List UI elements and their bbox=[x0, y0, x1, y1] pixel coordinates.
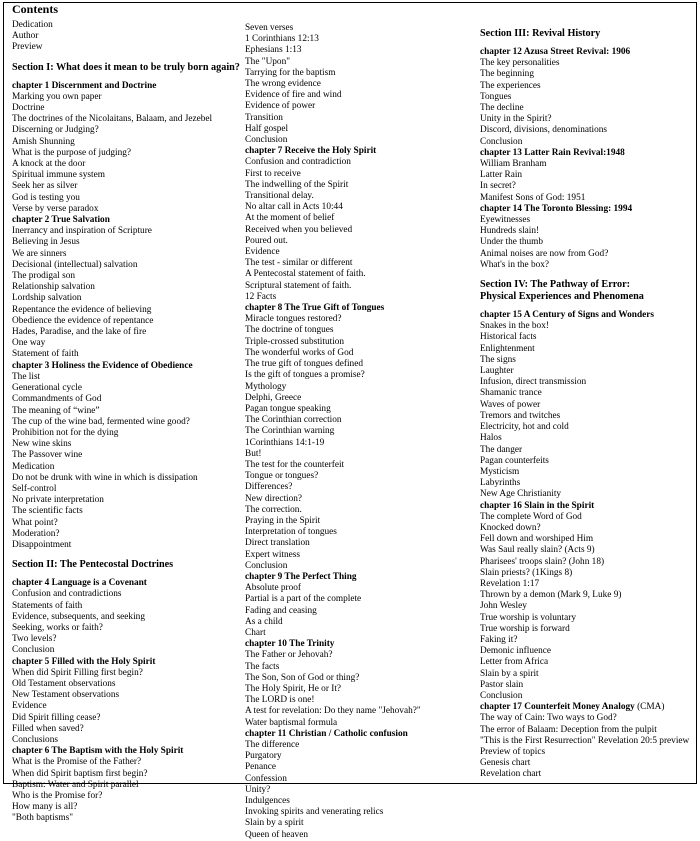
toc-entry: Historical facts bbox=[480, 332, 537, 343]
toc-entry: Snakes in the box! bbox=[480, 321, 549, 332]
toc-entry: Fading and ceasing bbox=[245, 605, 317, 616]
chapter-title: chapter 5 Filled with the Holy Spirit bbox=[12, 656, 156, 667]
toc-entry: Halos bbox=[480, 433, 502, 444]
toc-entry: Revelation chart bbox=[480, 769, 542, 780]
toc-entry: Tongue or tongues? bbox=[245, 471, 319, 482]
toc-entry: Animal noises are now from God? bbox=[480, 248, 609, 259]
toc-entry: Genesis chart bbox=[480, 758, 531, 769]
chapter-heading bbox=[480, 148, 690, 159]
toc-entry: Confusion and contradiction bbox=[245, 157, 351, 168]
toc-entry: Was Saul really slain? (Acts 9) bbox=[480, 545, 595, 556]
toc-entry: Prohibition not for the dying bbox=[12, 427, 119, 438]
toc-entry: Fell down and worshiped Him bbox=[480, 534, 594, 545]
toc-entry: Hundreds slain! bbox=[480, 226, 540, 237]
toc-entry: Conclusion bbox=[480, 690, 523, 701]
toc-column-3 bbox=[480, 20, 690, 781]
toc-entry: Laughter bbox=[480, 366, 514, 377]
toc-entry: Evidence of fire and wind bbox=[245, 90, 342, 101]
section-heading-line: Section IV: The Pathway of Error: bbox=[480, 279, 631, 291]
chapter-title: chapter 16 Slain in the Spirit bbox=[480, 500, 595, 511]
toc-entry: The Passover wine bbox=[12, 450, 83, 461]
toc-entry: The "Upon" bbox=[245, 56, 291, 67]
toc-entry: 1 Corinthians 12:13 bbox=[245, 34, 319, 45]
toc-entry: The key personalities bbox=[480, 58, 560, 69]
toc-entry: John Wesley bbox=[480, 601, 527, 612]
toc-entry: Poured out. bbox=[245, 235, 288, 246]
toc-entry: Mysticism bbox=[480, 466, 520, 477]
toc-entry: Did Spirit filling cease? bbox=[12, 712, 101, 723]
chapter-title: chapter 2 True Salvation bbox=[12, 215, 110, 226]
chapter-heading bbox=[245, 303, 475, 314]
toc-entry: Doctrine bbox=[12, 103, 45, 114]
toc-entry: Is the gift of tongues a promise? bbox=[245, 370, 365, 381]
toc-entry: Shamanic trance bbox=[480, 388, 542, 399]
toc-entry: Expert witness bbox=[245, 549, 300, 560]
toc-entry: The facts bbox=[245, 661, 280, 672]
toc-entry: Marking you own paper bbox=[12, 91, 102, 102]
toc-entry: Indulgences bbox=[245, 796, 290, 807]
toc-entry: We are sinners bbox=[12, 248, 67, 259]
toc-entry: Praying in the Spirit bbox=[245, 515, 321, 526]
toc-entry: Under the thumb bbox=[480, 237, 543, 248]
toc-entry: Pastor slain bbox=[480, 679, 524, 690]
toc-entry: The true gift of tongues defined bbox=[245, 359, 363, 370]
chapter-title: chapter 15 A Century of Signs and Wonders bbox=[480, 310, 655, 321]
toc-entry: Revelation 1:17 bbox=[480, 578, 540, 589]
toc-entry: "Both baptisms" bbox=[12, 813, 74, 824]
section-heading-line: Physical Experiences and Phenomena bbox=[480, 291, 644, 303]
toc-entry: Tarrying for the baptism bbox=[245, 67, 336, 78]
toc-entry: The Father or Jehovah? bbox=[245, 650, 333, 661]
toc-entry: Relationship salvation bbox=[12, 282, 95, 293]
toc-entry: Pharisees' troops slain? (John 18) bbox=[480, 556, 605, 567]
toc-entry: Medication bbox=[12, 461, 55, 472]
toc-entry: Lordship salvation bbox=[12, 293, 82, 304]
section-heading-line: Section II: The Pentecostal Doctrines bbox=[12, 559, 174, 571]
toc-entry: Conclusion bbox=[245, 135, 288, 146]
toc-entry: Statements of faith bbox=[12, 600, 83, 611]
toc-entry: No altar call in Acts 10:44 bbox=[245, 202, 343, 213]
toc-entry: A test for revelation: Do they name "Jehovah?" bbox=[245, 706, 421, 717]
toc-entry: New Testament observations bbox=[12, 690, 120, 701]
section-heading bbox=[12, 559, 240, 571]
chapter-heading bbox=[480, 47, 690, 58]
toc-entry: Conclusion bbox=[12, 645, 55, 656]
toc-entry: Transitional delay. bbox=[245, 191, 314, 202]
chapter-title: chapter 17 Counterfeit Money Analogy bbox=[480, 702, 635, 713]
chapter-heading bbox=[245, 572, 475, 583]
toc-entry: Manifest Sons of God: 1951 bbox=[480, 192, 586, 203]
toc-entry: Old Testament observations bbox=[12, 678, 116, 689]
toc-entry: Seek her as silver bbox=[12, 181, 78, 192]
toc-entry: True worship is forward bbox=[480, 623, 570, 634]
toc-entry: Slain by a spirit bbox=[245, 818, 304, 829]
toc-entry: Do not be drunk with wine in which is dissipation bbox=[12, 472, 198, 483]
toc-entry: William Branham bbox=[480, 159, 547, 170]
toc-entry: A Pentecostal statement of faith. bbox=[245, 269, 366, 280]
chapter-heading bbox=[12, 746, 240, 757]
toc-entry: The doctrines of the Nicolaitans, Balaam, and Jezebel bbox=[12, 114, 213, 125]
toc-entry: New wine skins bbox=[12, 439, 72, 450]
chapter-heading bbox=[245, 639, 475, 650]
chapter-title: chapter 12 Azusa Street Revival: 1906 bbox=[480, 47, 631, 57]
toc-entry: Who is the Promise for? bbox=[12, 791, 103, 801]
toc-entry: 12 Facts bbox=[245, 291, 277, 302]
chapter-title: chapter 9 The Perfect Thing bbox=[245, 571, 357, 582]
toc-entry: What is the Promise of the Father? bbox=[12, 757, 142, 768]
chapter-heading bbox=[12, 361, 240, 372]
chapter-title-suffix: (CMA) bbox=[634, 702, 665, 713]
toc-entry: Direct translation bbox=[245, 538, 310, 549]
toc-entry: As a child bbox=[245, 616, 283, 627]
toc-entry: Dedication bbox=[12, 20, 53, 30]
toc-entry: Delphi, Greece bbox=[245, 392, 302, 403]
toc-entry: Preview bbox=[12, 42, 43, 53]
toc-entry: Unity in the Spirit? bbox=[480, 114, 552, 125]
toc-entry: Latter Rain bbox=[480, 170, 523, 181]
toc-entry: Conclusion bbox=[245, 560, 288, 571]
toc-entry: Statement of faith bbox=[12, 349, 79, 360]
toc-entry: Ephesians 1:13 bbox=[245, 45, 302, 56]
toc-entry: Moderation? bbox=[12, 528, 60, 539]
toc-entry: When did Spirit baptism first begin? bbox=[12, 768, 148, 779]
toc-entry: Differences? bbox=[245, 482, 293, 493]
toc-entry: Spiritual immune system bbox=[12, 170, 105, 181]
toc-entry: What is the purpose of judging? bbox=[12, 147, 132, 158]
chapter-title: chapter 7 Receive the Holy Spirit bbox=[245, 146, 377, 157]
chapter-title: chapter 14 The Toronto Blessing: 1994 bbox=[480, 203, 633, 214]
toc-entry: Generational cycle bbox=[12, 383, 82, 394]
toc-entry: What point? bbox=[12, 517, 58, 528]
toc-entry: The correction. bbox=[245, 504, 302, 515]
toc-entry: Discord, divisions, denominations bbox=[480, 125, 608, 136]
toc-entry: Conclusions bbox=[12, 734, 58, 745]
section-heading bbox=[12, 62, 240, 74]
section-heading bbox=[480, 279, 690, 303]
toc-entry: Commandments of God bbox=[12, 394, 102, 405]
page-title: Contents bbox=[12, 2, 59, 16]
toc-entry: Eyewitnesses bbox=[480, 215, 531, 226]
toc-entry: The complete Word of God bbox=[480, 511, 582, 522]
toc-entry: The danger bbox=[480, 444, 523, 455]
toc-entry: The signs bbox=[480, 354, 516, 365]
toc-entry: At the moment of belief bbox=[245, 213, 335, 224]
chapter-heading bbox=[245, 729, 475, 740]
toc-entry: Seven verses bbox=[245, 23, 294, 33]
toc-entry: The error of Balaam: Deception from the pulpit bbox=[480, 724, 657, 735]
toc-entry: Evidence of power bbox=[245, 101, 316, 112]
toc-entry: Enlightenment bbox=[480, 343, 535, 354]
toc-entry: The beginning bbox=[480, 69, 534, 80]
section-heading-line: Section I: What does it mean to be truly born again? bbox=[12, 61, 240, 73]
chapter-title: chapter 1 Discernment and Doctrine bbox=[12, 80, 157, 91]
toc-entry: Demonic influence bbox=[480, 646, 551, 657]
toc-entry: The doctrine of tongues bbox=[245, 325, 334, 336]
toc-entry: When did Spirit Filling first begin? bbox=[12, 667, 143, 678]
toc-entry: Thrown by a demon (Mark 9, Luke 9) bbox=[480, 590, 622, 601]
toc-entry: One way bbox=[12, 338, 46, 349]
chapter-title: chapter 13 Latter Rain Revival:1948 bbox=[480, 147, 625, 158]
chapter-heading bbox=[480, 501, 690, 512]
toc-entry: Chart bbox=[245, 627, 266, 638]
toc-entry: The experiences bbox=[480, 80, 541, 91]
toc-entry: Discerning or Judging? bbox=[12, 125, 99, 136]
chapter-title: chapter 4 Language is a Covenant bbox=[12, 578, 147, 589]
toc-entry: Self-control bbox=[12, 483, 57, 494]
toc-entry: Believing in Jesus bbox=[12, 237, 80, 248]
chapter-heading bbox=[12, 657, 240, 668]
toc-entry: Confession bbox=[245, 773, 287, 784]
chapter-title: chapter 6 The Baptism with the Holy Spirit bbox=[12, 746, 184, 757]
chapter-heading bbox=[480, 204, 690, 215]
toc-entry: Received when you believed bbox=[245, 224, 353, 235]
toc-entry: What's in the box? bbox=[480, 259, 550, 270]
toc-entry: Queen of heaven bbox=[245, 829, 308, 840]
toc-entry: The LORD is one! bbox=[245, 695, 315, 706]
chapter-heading bbox=[12, 578, 240, 589]
toc-entry: Inerrancy and inspiration of Scripture bbox=[12, 226, 152, 237]
toc-entry: 1Corinthians 14:1-19 bbox=[245, 437, 325, 448]
chapter-title: chapter 8 The True Gift of Tongues bbox=[245, 303, 385, 314]
chapter-heading bbox=[245, 146, 475, 157]
toc-entry: True worship is voluntary bbox=[480, 612, 576, 623]
toc-entry: Unity? bbox=[245, 784, 271, 795]
toc-entry: God is testing you bbox=[12, 192, 80, 203]
toc-entry: Pagan counterfeits bbox=[480, 455, 549, 466]
toc-entry: No private interpretation bbox=[12, 495, 104, 506]
toc-entry: Evidence, subsequents, and seeking bbox=[12, 611, 145, 622]
toc-entry: Filled when saved? bbox=[12, 723, 84, 734]
toc-entry: Author bbox=[12, 31, 39, 42]
toc-entry: Evidence bbox=[245, 247, 280, 258]
toc-entry: Miracle tongues restored? bbox=[245, 314, 342, 325]
chapter-heading bbox=[480, 702, 690, 713]
toc-entry: A knock at the door bbox=[12, 159, 86, 170]
toc-entry: Interpretation of tongues bbox=[245, 527, 337, 538]
toc-entry: Faking it? bbox=[480, 634, 518, 645]
toc-entry: Infusion, direct transmission bbox=[480, 377, 587, 388]
toc-entry: Waves of power bbox=[480, 399, 541, 410]
toc-entry: Transition bbox=[245, 112, 283, 123]
toc-entry: The difference bbox=[245, 740, 300, 750]
toc-entry: How many is all? bbox=[12, 802, 78, 813]
chapter-title: chapter 3 Holiness the Evidence of Obedience bbox=[12, 360, 193, 371]
toc-entry: Labyrinths bbox=[480, 478, 521, 489]
toc-entry: The Holy Spirit, He or It? bbox=[245, 683, 342, 694]
chapter-heading bbox=[12, 215, 240, 226]
toc-entry: Evidence bbox=[12, 701, 47, 712]
toc-entry: Confusion and contradictions bbox=[12, 589, 122, 600]
toc-entry: New direction? bbox=[245, 493, 303, 504]
toc-entry: Disappointment bbox=[12, 539, 72, 550]
toc-entry: First to receive bbox=[245, 168, 301, 179]
chapter-title: chapter 11 Christian / Catholic confusion bbox=[245, 728, 408, 739]
toc-entry: But! bbox=[245, 448, 262, 459]
toc-entry: Triple-crossed substitution bbox=[245, 336, 345, 347]
section-heading bbox=[480, 28, 690, 40]
chapter-heading bbox=[480, 310, 690, 321]
toc-entry: Tremors and twitches bbox=[480, 410, 561, 421]
toc-entry: Hades, Paradise, and the lake of fire bbox=[12, 327, 147, 338]
chapter-title: chapter 10 The Trinity bbox=[245, 639, 335, 650]
toc-entry: Absolute proof bbox=[245, 583, 302, 594]
toc-entry: The Corinthian correction bbox=[245, 415, 342, 426]
toc-entry: Decisional (intellectual) salvation bbox=[12, 259, 138, 270]
toc-entry: Half gospel bbox=[245, 123, 289, 134]
toc-entry: Scriptural statement of faith. bbox=[245, 280, 352, 291]
toc-entry: Tongues bbox=[480, 91, 512, 102]
toc-entry: The test - similar or different bbox=[245, 258, 353, 269]
toc-entry: Preview of topics bbox=[480, 746, 546, 757]
toc-entry: Baptism: Water and Spirit parallel bbox=[12, 779, 139, 790]
toc-entry: The scientific facts bbox=[12, 506, 83, 517]
toc-entry: The indwelling of the Spirit bbox=[245, 179, 349, 190]
toc-entry: Electricity, hot and cold bbox=[480, 422, 569, 433]
toc-entry: Water baptismal formula bbox=[245, 717, 338, 728]
toc-entry: Obedience the evidence of repentance bbox=[12, 315, 154, 326]
toc-entry: Two levels? bbox=[12, 634, 57, 645]
toc-entry: The prodigal son bbox=[12, 271, 75, 282]
toc-entry: Conclusion bbox=[480, 136, 523, 147]
toc-entry: Knocked down? bbox=[480, 522, 541, 533]
toc-entry: Repentance the evidence of believing bbox=[12, 304, 152, 315]
toc-entry: The meaning of “wine” bbox=[12, 405, 100, 416]
toc-entry: Amish Shunning bbox=[12, 136, 75, 147]
toc-entry: Verse by verse paradox bbox=[12, 203, 99, 214]
toc-column-2 bbox=[245, 23, 475, 841]
toc-entry: Slain priests? (1Kings 8) bbox=[480, 567, 573, 578]
toc-entry: Slain by a spirit bbox=[480, 668, 539, 679]
toc-entry: Pagan tongue speaking bbox=[245, 403, 331, 414]
toc-entry: The Corinthian warning bbox=[245, 426, 335, 437]
toc-entry: "This is the First Resurrection" Revelation 20:5 preview bbox=[480, 735, 690, 746]
toc-entry: Penance bbox=[245, 762, 276, 773]
toc-entry: The way of Cain: Two ways to God? bbox=[480, 713, 617, 724]
toc-entry: The list bbox=[12, 371, 41, 382]
toc-entry: Invoking spirits and venerating relics bbox=[245, 807, 384, 818]
toc-entry: Letter from Africa bbox=[480, 657, 549, 668]
toc-entry: The cup of the wine bad, fermented wine good? bbox=[12, 416, 190, 427]
toc-entry: Mythology bbox=[245, 381, 287, 392]
toc-entry: The wrong evidence bbox=[245, 79, 321, 90]
section-heading-line: Section III: Revival History bbox=[480, 28, 601, 39]
toc-entry: The test for the counterfeit bbox=[245, 459, 345, 470]
toc-entry: The Son, Son of God or thing? bbox=[245, 672, 360, 683]
toc-entry: The wonderful works of God bbox=[245, 347, 354, 358]
toc-entry: Purgatory bbox=[245, 751, 282, 762]
toc-entry: Partial is a part of the complete bbox=[245, 594, 362, 605]
toc-entry: Seeking, works or faith? bbox=[12, 622, 103, 633]
chapter-heading bbox=[12, 81, 240, 92]
toc-column-1 bbox=[12, 20, 240, 825]
toc-entry: New Age Christianity bbox=[480, 489, 562, 500]
toc-entry: The decline bbox=[480, 103, 524, 114]
toc-entry: In secret? bbox=[480, 181, 516, 192]
